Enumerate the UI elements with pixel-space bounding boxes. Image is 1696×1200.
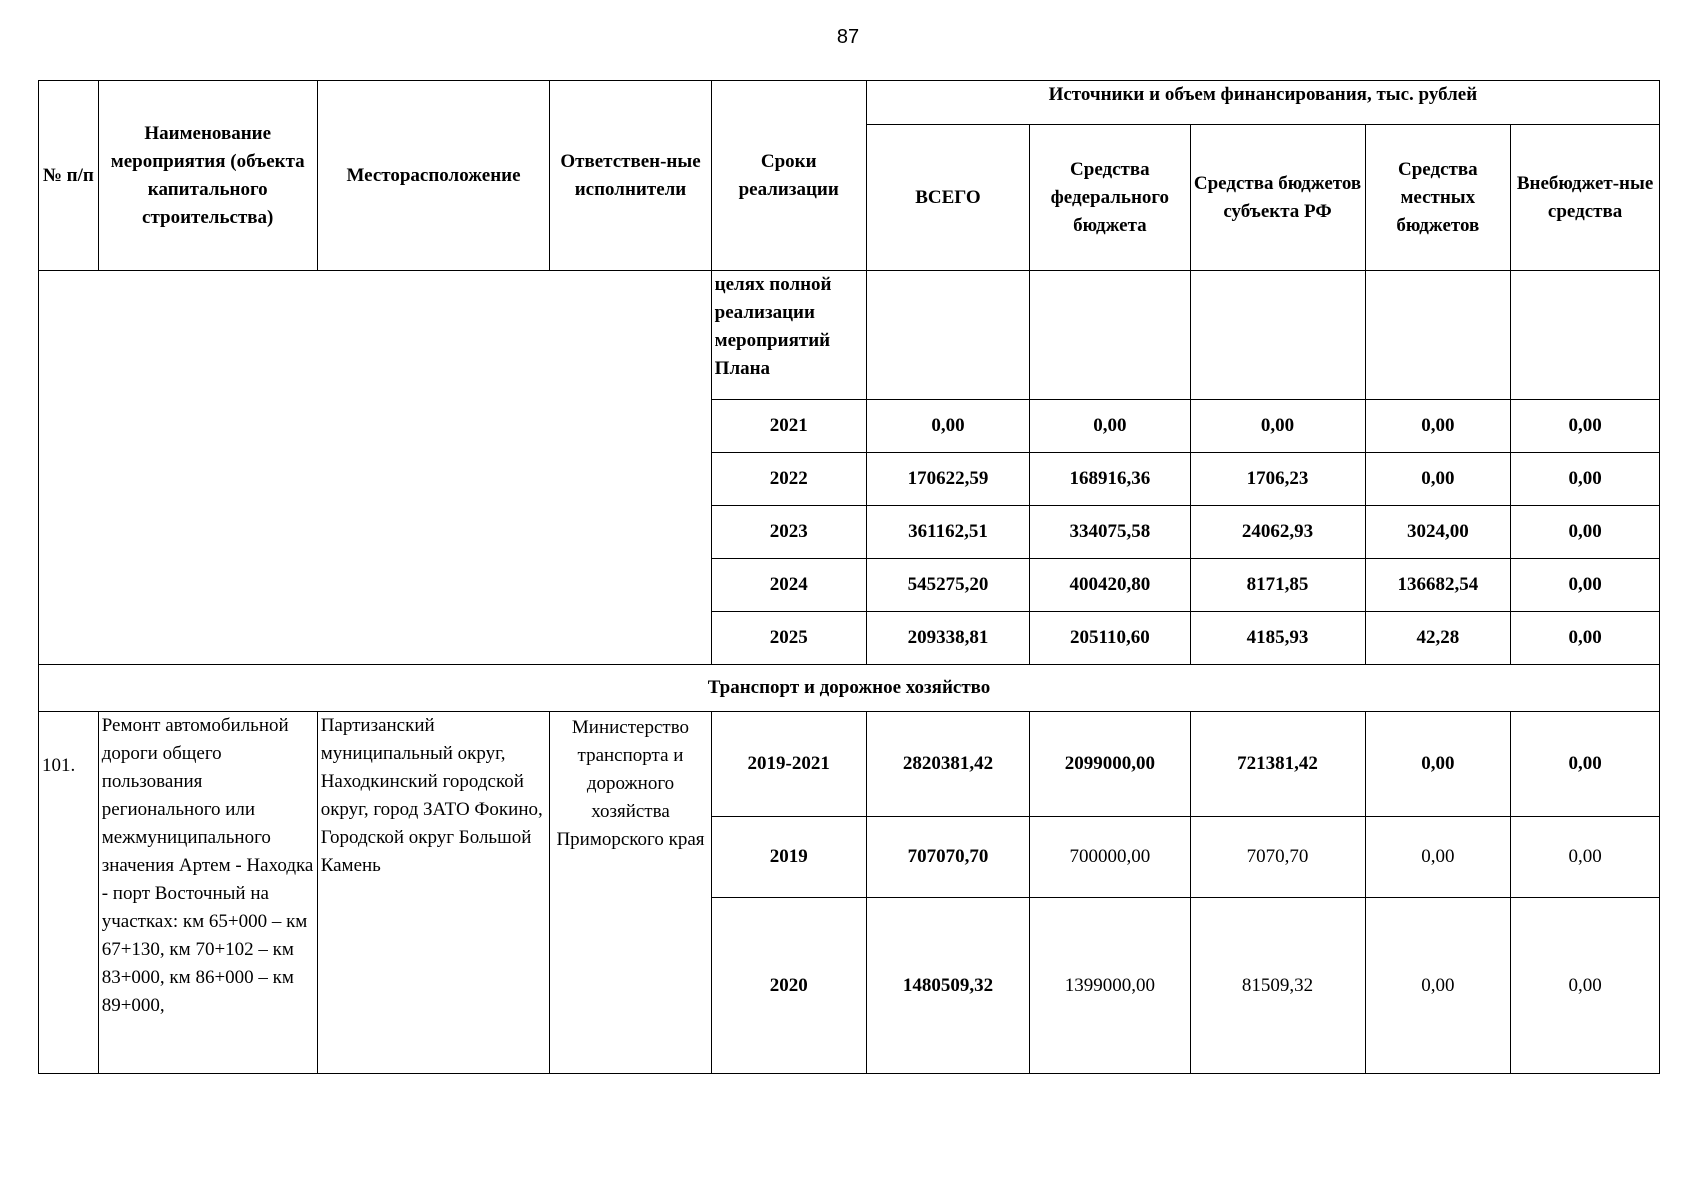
- local-cell: 3024,00: [1365, 506, 1511, 559]
- header-location: Месторасположение: [317, 81, 550, 271]
- empty-cell: [1365, 271, 1511, 400]
- federal-cell: 0,00: [1030, 400, 1190, 453]
- year-cell: 2019-2021: [711, 712, 866, 817]
- regional-cell: 4185,93: [1190, 612, 1365, 665]
- extra-cell: 0,00: [1511, 506, 1660, 559]
- regional-cell: 721381,42: [1190, 712, 1365, 817]
- local-cell: 0,00: [1365, 400, 1511, 453]
- empty-cell: [866, 271, 1029, 400]
- local-cell: 0,00: [1365, 898, 1511, 1074]
- total-cell: 170622,59: [866, 453, 1029, 506]
- year-cell: 2024: [711, 559, 866, 612]
- regional-cell: 1706,23: [1190, 453, 1365, 506]
- extra-cell: 0,00: [1511, 400, 1660, 453]
- regional-cell: 7070,70: [1190, 817, 1365, 898]
- total-cell: 361162,51: [866, 506, 1029, 559]
- extra-cell: 0,00: [1511, 817, 1660, 898]
- section-title: Транспорт и дорожное хозяйство: [39, 665, 1660, 712]
- regional-cell: 0,00: [1190, 400, 1365, 453]
- federal-cell: 1399000,00: [1030, 898, 1190, 1074]
- extra-cell: 0,00: [1511, 712, 1660, 817]
- empty-continuation-cell: [39, 271, 712, 665]
- local-cell: 136682,54: [1365, 559, 1511, 612]
- empty-cell: [1190, 271, 1365, 400]
- header-local: Средства местных бюджетов: [1365, 125, 1511, 271]
- header-federal: Средства федерального бюджета: [1030, 125, 1190, 271]
- total-cell: 2820381,42: [866, 712, 1029, 817]
- item-location: Партизанский муниципальный округ, Находкинский городской округ, город ЗАТО Фокино, Городской округ Большой Камень: [317, 712, 550, 1074]
- terms-continuation-text: целях полной реализации мероприятий Плана: [711, 271, 866, 400]
- federal-cell: 700000,00: [1030, 817, 1190, 898]
- header-total: ВСЕГО: [866, 125, 1029, 271]
- extra-cell: 0,00: [1511, 612, 1660, 665]
- empty-cell: [1030, 271, 1190, 400]
- year-cell: 2025: [711, 612, 866, 665]
- header-regional: Средства бюджетов субъекта РФ: [1190, 125, 1365, 271]
- regional-cell: 8171,85: [1190, 559, 1365, 612]
- header-terms: Сроки реализации: [711, 81, 866, 271]
- regional-cell: 81509,32: [1190, 898, 1365, 1074]
- page-number: 87: [836, 26, 860, 48]
- year-cell: 2019: [711, 817, 866, 898]
- extra-cell: 0,00: [1511, 898, 1660, 1074]
- federal-cell: 168916,36: [1030, 453, 1190, 506]
- total-cell: 1480509,32: [866, 898, 1029, 1074]
- item-name: Ремонт автомобильной дороги общего пользования регионального или межмуниципального значения Артем - Находка - порт Восточный на участках: км 65+000 – км 67+130, км 70+102 – км 83+000, км 86+000 – км 89+000,: [98, 712, 317, 1074]
- item-number: 101.: [39, 712, 99, 1074]
- federal-cell: 334075,58: [1030, 506, 1190, 559]
- total-cell: 209338,81: [866, 612, 1029, 665]
- local-cell: 0,00: [1365, 453, 1511, 506]
- federal-cell: 205110,60: [1030, 612, 1190, 665]
- header-executors: Ответствен-ные исполнители: [550, 81, 711, 271]
- extra-cell: 0,00: [1511, 559, 1660, 612]
- item-executors: Министерство транспорта и дорожного хозяйства Приморского края: [550, 712, 711, 1074]
- local-cell: 0,00: [1365, 817, 1511, 898]
- regional-cell: 24062,93: [1190, 506, 1365, 559]
- federal-cell: 400420,80: [1030, 559, 1190, 612]
- total-cell: 0,00: [866, 400, 1029, 453]
- year-cell: 2021: [711, 400, 866, 453]
- total-cell: 707070,70: [866, 817, 1029, 898]
- empty-cell: [1511, 271, 1660, 400]
- year-cell: 2023: [711, 506, 866, 559]
- year-cell: 2020: [711, 898, 866, 1074]
- local-cell: 42,28: [1365, 612, 1511, 665]
- financing-table: [38, 80, 1660, 1074]
- local-cell: 0,00: [1365, 712, 1511, 817]
- header-num: № п/п: [39, 81, 99, 271]
- header-name: Наименование мероприятия (объекта капитального строительства): [98, 81, 317, 271]
- extra-cell: 0,00: [1511, 453, 1660, 506]
- year-cell: 2022: [711, 453, 866, 506]
- header-sources: Источники и объем финансирования, тыс. рублей: [866, 81, 1659, 125]
- header-extra: Внебюджет-ные средства: [1511, 125, 1660, 271]
- federal-cell: 2099000,00: [1030, 712, 1190, 817]
- total-cell: 545275,20: [866, 559, 1029, 612]
